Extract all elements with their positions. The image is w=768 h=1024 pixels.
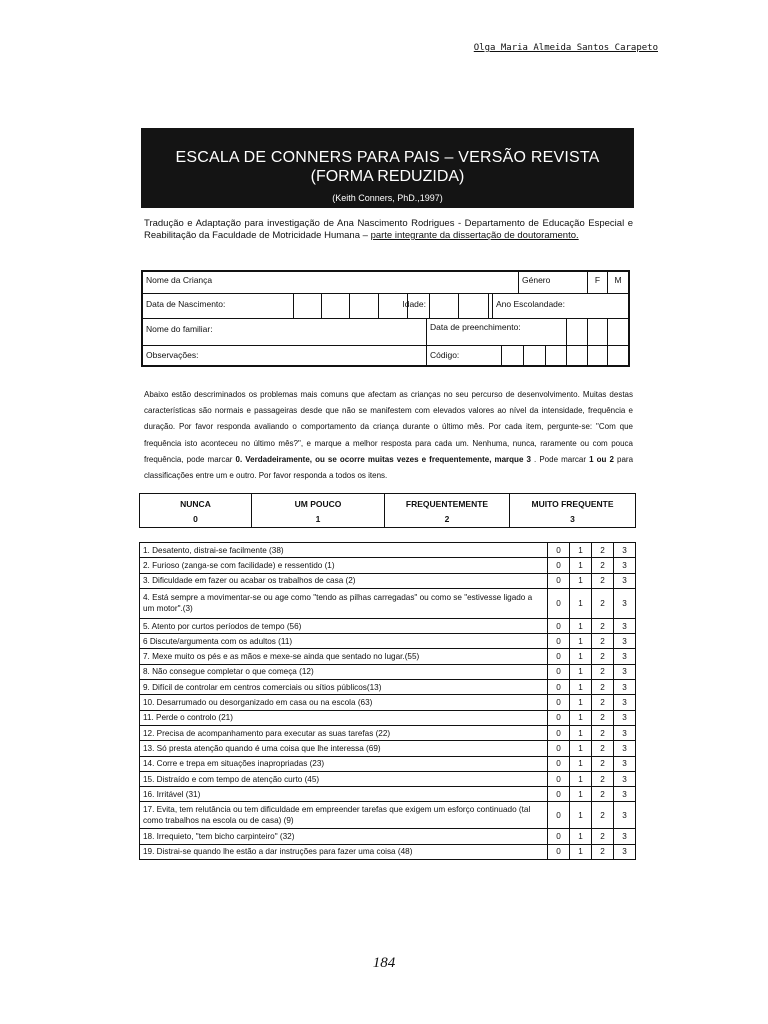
item-text: 13. Só presta atenção quando é uma coisa que lhe interessa (69) [140, 741, 548, 756]
fill-date-label-cell [426, 319, 566, 345]
score-option-1[interactable]: 1 [570, 787, 592, 802]
score-option-0[interactable]: 0 [548, 649, 570, 664]
scale-label: UM POUCO [294, 499, 342, 509]
scale-value: 2 [444, 514, 450, 524]
score-option-0[interactable]: 0 [548, 680, 570, 695]
form-row-child [143, 272, 628, 294]
male-label: M [614, 275, 622, 285]
birth-date-label: Data de Nascimento: [146, 299, 226, 309]
item-row [140, 543, 636, 558]
score-option-0[interactable]: 0 [548, 634, 570, 649]
item-row [140, 588, 636, 618]
item-text: 11. Perde o controlo (21) [140, 710, 548, 725]
item-row [140, 802, 636, 829]
scale-never [140, 494, 252, 528]
score-option-2[interactable]: 2 [592, 725, 614, 740]
item-row [140, 756, 636, 771]
item-text: 19. Distrai-se quando lhe estão a dar instruções para fazer uma coisa (48) [140, 844, 548, 859]
score-option-1[interactable]: 1 [570, 741, 592, 756]
score-option-2[interactable]: 2 [592, 741, 614, 756]
score-option-2[interactable]: 2 [592, 787, 614, 802]
score-option-2[interactable]: 2 [592, 710, 614, 725]
score-option-3[interactable]: 3 [614, 695, 636, 710]
score-option-3[interactable]: 3 [614, 543, 636, 558]
age-box[interactable] [429, 294, 430, 318]
age-label-cell [380, 294, 430, 318]
item-text: 12. Precisa de acompanhamento para executar as suas tarefas (22) [140, 725, 548, 740]
item-row [140, 829, 636, 844]
item-text: 7. Mexe muito os pés e as mãos e mexe-se ainda que sentado no lugar.(55) [140, 649, 548, 664]
score-option-2[interactable]: 2 [592, 802, 614, 829]
item-text: 5. Atento por curtos períodos de tempo (56) [140, 618, 548, 633]
fill-date-box[interactable] [587, 319, 588, 345]
school-year-label: Ano Escolandade: [496, 299, 565, 309]
score-option-1[interactable]: 1 [570, 573, 592, 588]
score-option-1[interactable]: 1 [570, 710, 592, 725]
title-line-1: ESCALA DE CONNERS PARA PAIS – VERSÃO REVISTA [175, 149, 600, 166]
item-row [140, 741, 636, 756]
instructions-text-b: . Pode marcar [530, 454, 590, 464]
score-option-3[interactable]: 3 [614, 844, 636, 859]
score-option-0[interactable]: 0 [548, 756, 570, 771]
score-option-1[interactable]: 1 [570, 680, 592, 695]
score-option-1[interactable]: 1 [570, 618, 592, 633]
score-option-1[interactable]: 1 [570, 844, 592, 859]
score-option-1[interactable]: 1 [570, 543, 592, 558]
score-option-2[interactable]: 2 [592, 543, 614, 558]
female-label: F [594, 275, 601, 285]
item-text: 4. Está sempre a movimentar-se ou age como "tendo as pilhas carregadas" ou como se "estivesse ligado a um motor".(3) [140, 588, 548, 618]
code-box[interactable] [607, 346, 608, 365]
observations-label: Observações: [146, 350, 199, 360]
item-text: 14. Corre e trepa em situações inapropriadas (23) [140, 756, 548, 771]
scale-a-little [252, 494, 385, 528]
item-text: 15. Distraído e com tempo de atenção curto (45) [140, 771, 548, 786]
scale-label: MUITO FREQUENTE [531, 499, 614, 509]
item-row [140, 710, 636, 725]
scale-very-frequent [510, 494, 636, 528]
item-row [140, 844, 636, 859]
score-option-3[interactable]: 3 [614, 573, 636, 588]
score-option-3[interactable]: 3 [614, 710, 636, 725]
score-option-2[interactable]: 2 [592, 771, 614, 786]
instructions-bold-a: 0. Verdadeiramente, ou se ocorre muitas vezes e frequentemente, marque 3 [235, 454, 531, 464]
score-option-2[interactable]: 2 [592, 680, 614, 695]
score-option-1[interactable]: 1 [570, 756, 592, 771]
rating-scale-legend [139, 493, 636, 528]
instructions-text-c: para classificações entre um e outro. Por favor responda a todos os itens. [144, 454, 634, 481]
author-name: Olga Maria Almeida Santos Carapeto [473, 43, 658, 53]
title-line-2: (FORMA REDUZIDA) [310, 168, 465, 185]
score-option-2[interactable]: 2 [592, 649, 614, 664]
gender-label: Género [522, 275, 551, 285]
item-text: 6 Discute/argumenta com os adultos (11) [140, 634, 548, 649]
form-row-observations [143, 346, 628, 365]
score-option-0[interactable]: 0 [548, 618, 570, 633]
item-row [140, 558, 636, 573]
score-option-1[interactable]: 1 [570, 634, 592, 649]
instructions-paragraph [144, 387, 633, 484]
birth-date-box[interactable] [293, 294, 294, 318]
form-row-family [143, 319, 628, 346]
identification-form [141, 270, 630, 367]
score-option-2[interactable]: 2 [592, 664, 614, 679]
translation-credit-text: Tradução e Adaptação para investigação de Ana Nascimento Rodrigues - Departamento de Educação Especial e Reabilitação da Faculdade de Motricidade Humana – [144, 218, 633, 241]
score-option-2[interactable]: 2 [592, 573, 614, 588]
child-name-field[interactable] [143, 272, 518, 293]
score-option-2[interactable]: 2 [592, 634, 614, 649]
item-text: 8. Não consegue completar o que começa (12) [140, 664, 548, 679]
birth-date-box[interactable] [349, 294, 350, 318]
item-text: 3. Dificuldade em fazer ou acabar os trabalhos de casa (2) [140, 573, 548, 588]
score-option-3[interactable]: 3 [614, 756, 636, 771]
score-option-3[interactable]: 3 [614, 649, 636, 664]
item-text: 17. Evita, tem relutância ou tem dificuldade em empreender tarefas que exigem um esforço continuado (tal como trabalhos na escola ou de casa) (9) [140, 802, 548, 829]
instructions-bold-b: 1 ou 2 [589, 454, 614, 464]
score-option-0[interactable]: 0 [548, 573, 570, 588]
score-option-3[interactable]: 3 [614, 741, 636, 756]
item-row [140, 787, 636, 802]
code-box[interactable] [545, 346, 546, 365]
score-option-3[interactable]: 3 [614, 771, 636, 786]
gender-label-cell [518, 272, 587, 293]
scale-frequently [385, 494, 510, 528]
form-row-birth [143, 294, 628, 319]
gender-female-option[interactable] [587, 272, 607, 293]
instructions-text-a: Abaixo estão descriminados os problemas mais comuns que afectam as crianças no seu percurso de desenvolvimento. Muitas destas características são normais e passageiras desde que não se manifestem com elevados valores ao nível da intensidade, frequência e duração. Por favor responda avaliando o comportamento da criança durante o último mês. Por cada item, pergunte-se: "Com que frequência isto aconteceu no último mês?", e marque a melhor resposta para cada um. Nenhuma, nunca, raramente ou com pouca frequência, pode marcar [144, 390, 633, 464]
score-option-2[interactable]: 2 [592, 618, 614, 633]
item-row [140, 680, 636, 695]
fill-date-box[interactable] [566, 319, 567, 345]
score-option-0[interactable]: 0 [548, 588, 570, 618]
scale-value: 0 [193, 514, 198, 524]
birth-date-box[interactable] [378, 294, 379, 318]
code-box[interactable] [523, 346, 524, 365]
score-option-2[interactable]: 2 [592, 756, 614, 771]
score-option-3[interactable]: 3 [614, 725, 636, 740]
score-option-1[interactable]: 1 [570, 588, 592, 618]
birth-date-box[interactable] [321, 294, 322, 318]
title-banner [141, 128, 634, 208]
gender-male-option[interactable] [607, 272, 628, 293]
score-option-0[interactable]: 0 [548, 543, 570, 558]
fill-date-label: Data de preenchimento: [430, 322, 521, 332]
family-name-label: Nome do familiar: [146, 324, 213, 334]
translation-credit-underlined: parte integrante da dissertação de doutoramento. [370, 230, 579, 241]
score-option-3[interactable]: 3 [614, 787, 636, 802]
score-option-1[interactable]: 1 [570, 725, 592, 740]
scale-value: 1 [315, 514, 321, 524]
item-text: 16. Irritável (31) [140, 787, 548, 802]
score-option-0[interactable]: 0 [548, 844, 570, 859]
score-option-3[interactable]: 3 [614, 634, 636, 649]
title-credit: (Keith Conners, PhD.,1997) [332, 193, 443, 203]
item-row [140, 618, 636, 633]
score-option-0[interactable]: 0 [548, 829, 570, 844]
family-name-field[interactable] [143, 319, 426, 345]
score-option-3[interactable]: 3 [614, 558, 636, 573]
item-row [140, 771, 636, 786]
score-option-0[interactable]: 0 [548, 787, 570, 802]
score-option-2[interactable]: 2 [592, 588, 614, 618]
score-option-3[interactable]: 3 [614, 588, 636, 618]
score-option-1[interactable]: 1 [570, 695, 592, 710]
item-row [140, 573, 636, 588]
score-option-0[interactable]: 0 [548, 558, 570, 573]
score-option-3[interactable]: 3 [614, 618, 636, 633]
age-box[interactable] [458, 294, 459, 318]
score-option-1[interactable]: 1 [570, 558, 592, 573]
score-option-3[interactable]: 3 [614, 680, 636, 695]
code-label: Código: [430, 350, 460, 360]
observations-field[interactable] [143, 346, 426, 365]
item-text: 2. Furioso (zanga-se com facilidade) e ressentido (1) [140, 558, 548, 573]
score-option-1[interactable]: 1 [570, 664, 592, 679]
score-option-0[interactable]: 0 [548, 695, 570, 710]
item-text: 18. Irrequieto, "tem bicho carpinteiro" (32) [140, 829, 548, 844]
code-box[interactable] [501, 346, 502, 365]
scale-label: FREQUENTEMENTE [405, 499, 489, 509]
item-row [140, 664, 636, 679]
fill-date-box[interactable] [607, 319, 608, 345]
score-option-0[interactable]: 0 [548, 802, 570, 829]
translation-credit [144, 218, 633, 242]
code-box[interactable] [566, 346, 567, 365]
score-option-1[interactable]: 1 [570, 802, 592, 829]
score-option-3[interactable]: 3 [614, 802, 636, 829]
score-option-0[interactable]: 0 [548, 710, 570, 725]
score-option-0[interactable]: 0 [548, 725, 570, 740]
score-option-1[interactable]: 1 [570, 771, 592, 786]
score-option-3[interactable]: 3 [614, 664, 636, 679]
score-option-2[interactable]: 2 [592, 829, 614, 844]
score-option-0[interactable]: 0 [548, 771, 570, 786]
item-row [140, 695, 636, 710]
child-name-label: Nome da Criança [146, 275, 213, 285]
page-number: 184 [372, 955, 396, 971]
scale-value: 3 [570, 514, 575, 524]
score-option-0[interactable]: 0 [548, 664, 570, 679]
code-box[interactable] [587, 346, 588, 365]
scale-label: NUNCA [180, 499, 211, 509]
item-text: 9. Difícil de controlar em centros comerciais ou sítios públicos(13) [140, 680, 548, 695]
item-row [140, 725, 636, 740]
score-option-1[interactable]: 1 [570, 829, 592, 844]
score-option-1[interactable]: 1 [570, 649, 592, 664]
item-text: 1. Desatento, distrai-se facilmente (38) [140, 543, 548, 558]
age-label: Idade: [402, 299, 426, 309]
score-option-2[interactable]: 2 [592, 558, 614, 573]
school-year-field[interactable] [492, 294, 628, 318]
item-text: 10. Desarrumado ou desorganizado em casa ou na escola (63) [140, 695, 548, 710]
item-row [140, 649, 636, 664]
item-row [140, 634, 636, 649]
score-option-2[interactable]: 2 [592, 695, 614, 710]
score-option-2[interactable]: 2 [592, 844, 614, 859]
birth-date-label-cell [143, 294, 293, 318]
score-option-3[interactable]: 3 [614, 829, 636, 844]
items-table [139, 542, 636, 860]
code-label-cell [426, 346, 501, 365]
age-box[interactable] [488, 294, 489, 318]
score-option-0[interactable]: 0 [548, 741, 570, 756]
